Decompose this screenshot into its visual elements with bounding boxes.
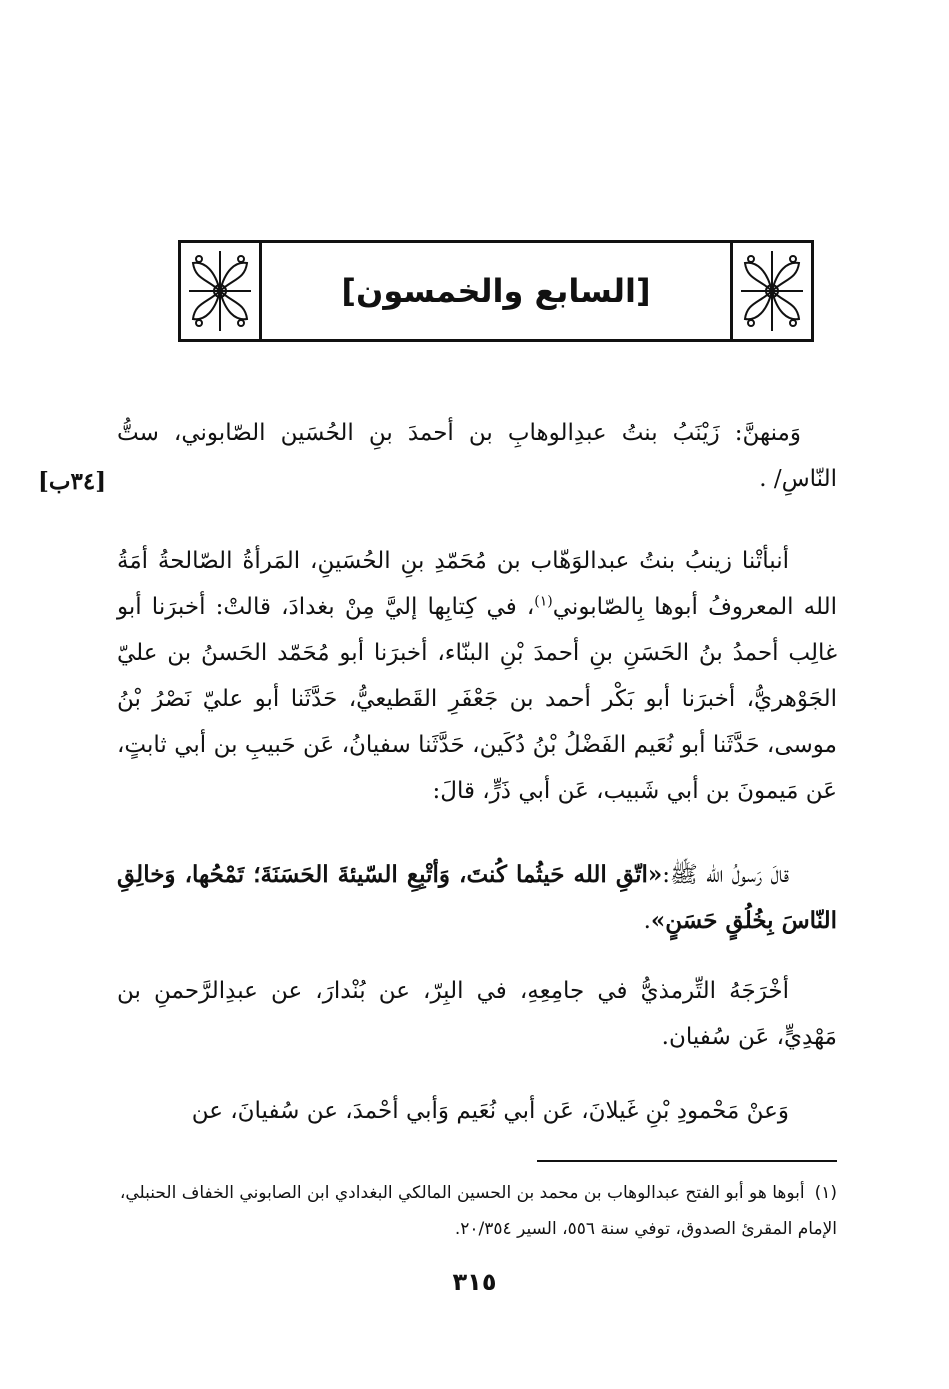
hadith-end: . <box>643 908 651 934</box>
manuscript-folio-marker: [٣٤ب] <box>38 468 107 495</box>
title-panel <box>259 243 733 339</box>
footnote <box>117 1175 837 1247</box>
section-title: [السابع والخمسون] <box>341 272 651 310</box>
hadith-intro: قالَ رَسولُ الله ﷺ: <box>662 862 789 888</box>
footnote-divider <box>537 1160 837 1162</box>
isnad-text-end: ، في كِتابِها إليَّ مِنْ بغدادَ، قالتْ: أخبرَنا أبو غالِب أحمدُ بنُ الحَسَنِ بنِ أحمدَ بْنِ البنّاء، أخبرَنا أبو مُحَمّد الحَسنُ بن عليّ الجَوْهريُّ، أخبرَنا أبو بَكْر أحمد بن جَعْفَرِ القَطيعيُّ، حَدَّثَنا أبو عليّ نَصْرُ بْنُ موسى، حَدَّثَنا أبو نُعَيم الفَضْلُ بْنُ دُكَين، حَدَّثَنا سفيانُ، عَن حَبيبِ بن أبي ثابتٍ، عَن مَيمونَ بن أبي شَبيب، عَن أبي ذَرٍّ، قالَ: <box>117 594 837 804</box>
paragraph-isnad <box>117 538 837 814</box>
paragraph-takhrij: أخْرَجَهُ التِّرمذيُّ في جامِعِهِ، في البِرّ، عن بُنْدارَ، عن عبدِالرَّحمنِ بن مَهْدِيٍّ، عَن سُفيان. <box>117 978 837 1050</box>
footnote-reference: (١) <box>534 593 553 610</box>
footnote-text: أبوها هو أبو الفتح عبدالوهاب بن محمد بن الحسين المالكي البغدادي ابن الصابوني الخفاف الحنبلي، الإمام المقرئ الصدوق، توفي سنة ٥٥٦، السير ٢٠/٣٥٤. <box>119 1183 837 1239</box>
paragraph-intro: وَمنهنَّ: زَيْنَبُ بنتُ عبدِالوهابِ بن أحمدَ بنِ الحُسَين الصّابوني، ستُّ النّاسِ/ . <box>117 420 837 492</box>
floral-ornament-icon <box>187 249 253 333</box>
page-number: ٣١٥ <box>452 1268 497 1296</box>
isnad-text-start: أنبأتْنا زينبُ بنتُ عبدالوَهّاب بن مُحَمّدِ بنِ الحُسَينِ، المَرأةُ الصّالحةُ أمَةُ الله المعروفُ أبوها بِالصّابوني <box>117 548 837 620</box>
footnote-number: (١) <box>814 1183 837 1203</box>
floral-ornament-icon <box>739 249 805 333</box>
paragraph-hadith <box>117 852 837 944</box>
hadith-text: «اتّقِ الله حَيثُما كُنتَ، وَأتْبِعِ السّيئةَ الحَسَنَةَ؛ تَمْحُها، وَخالِقِ النّاسَ بِخُلُقٍ حَسَنٍ» <box>117 861 837 934</box>
paragraph-continuation: وَعنْ مَحْمودِ بْنِ غَيلانَ، عَن أبي نُعَيم وَأبي أحْمدَ، عن سُفيانَ، عن <box>191 1098 789 1124</box>
title-frame <box>178 240 814 342</box>
